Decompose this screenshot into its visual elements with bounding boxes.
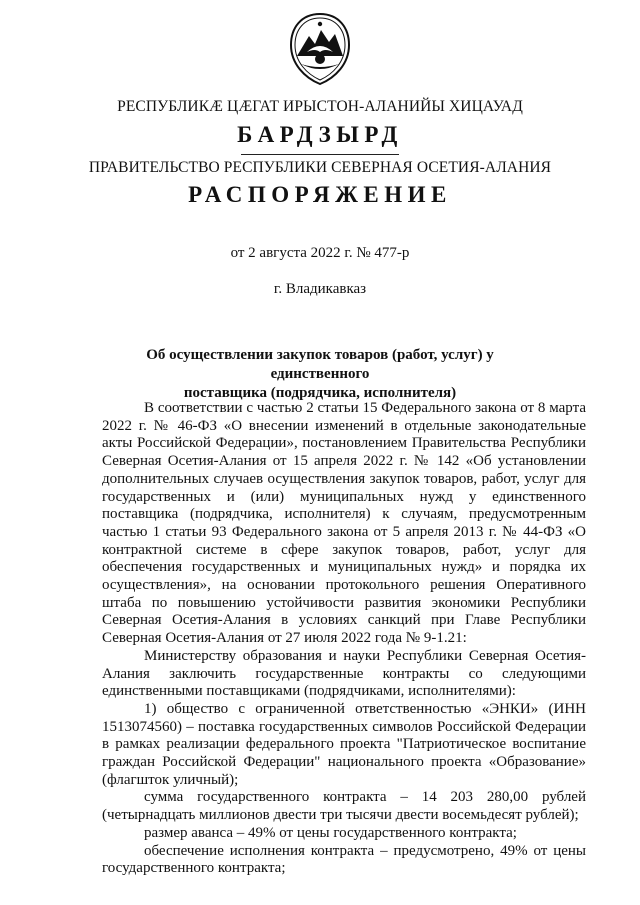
document-date-number: от 2 августа 2022 г. № 477-р <box>230 245 410 261</box>
document-title <box>95 346 545 403</box>
coat-of-arms-emblem <box>287 12 353 86</box>
header-divider <box>241 154 399 155</box>
bardzyrd-heading: БАРДЗЫРД <box>237 122 403 147</box>
document-title-line-1: Об осуществлении закупок товаров (работ, услуг) у единственного <box>146 347 494 382</box>
preamble-paragraph: В соответствии с частью 2 статьи 15 Федерального закона от 8 марта 2022 г. № 46-ФЗ «О внесении изменений в отдельные законодательные акты Российской Федерации», постановлением Правительства Республики Северная Осетия-Алания от 15 апреля 2022 г. № 142 «Об установлении дополнительных случаев осуществления закупок товаров, работ, услуг для государственных и (или) муниципальных нужд у единственного поставщика (подрядчика, исполнителя) к случаям, предусмотренным частью 1 статьи 93 Федерального закона от 5 апреля 2013 г. № 44-ФЗ «О контрактной системе в сфере закупок товаров, работ, услуг для обеспечения государственных и муниципальных нужд» и порядка их осуществления», на основании протокольного решения Оперативного штаба по повышению устойчивости развития экономики Республики Северная Осетия-Алания в условиях санкций при Главе Республики Северная Осетия-Алания от 27 июля 2022 года № 9-1.21: <box>102 400 586 647</box>
document-city: г. Владикавказ <box>273 281 367 297</box>
document-title-line-2: поставщика (подрядчика, исполнителя) <box>183 385 457 401</box>
advance-paragraph: размер аванса – 49% от цены государственного контракта; <box>144 824 517 841</box>
contract-sum-paragraph: сумма государственного контракта – 14 203 280,00 рублей (четырнадцать миллионов двести три тысячи двести восемьдесят рублей); <box>102 789 586 824</box>
item-1-paragraph: 1) общество с ограниченной ответственностью «ЭНКИ» (ИНН 1513074560) – поставка государственных символов Российской Федерации в рамках реализации федерального проекта "Патриотическое воспитание граждан Российской Федерации" национального проекта «Образование» (флагшток уличный); <box>102 700 586 788</box>
document-body <box>102 400 586 878</box>
contract-security-paragraph: обеспечение исполнения контракта – предусмотрено, 49% от цены государственного контракта; <box>102 842 586 877</box>
document-type-heading: РАСПОРЯЖЕНИЕ <box>188 182 452 207</box>
ossetian-government-title: РЕСПУБЛИКӔ ЦӔГАТ ИРЫСТОН-АЛАНИЙЫ ХИЦАУАД <box>117 98 523 115</box>
government-title: ПРАВИТЕЛЬСТВО РЕСПУБЛИКИ СЕВЕРНАЯ ОСЕТИЯ-АЛАНИЯ <box>88 159 552 176</box>
ministry-paragraph: Министерству образования и науки Республики Северная Осетия-Алания заключить государственные контракты со следующими единственными поставщиками (подрядчиками, исполнителями): <box>102 647 586 700</box>
